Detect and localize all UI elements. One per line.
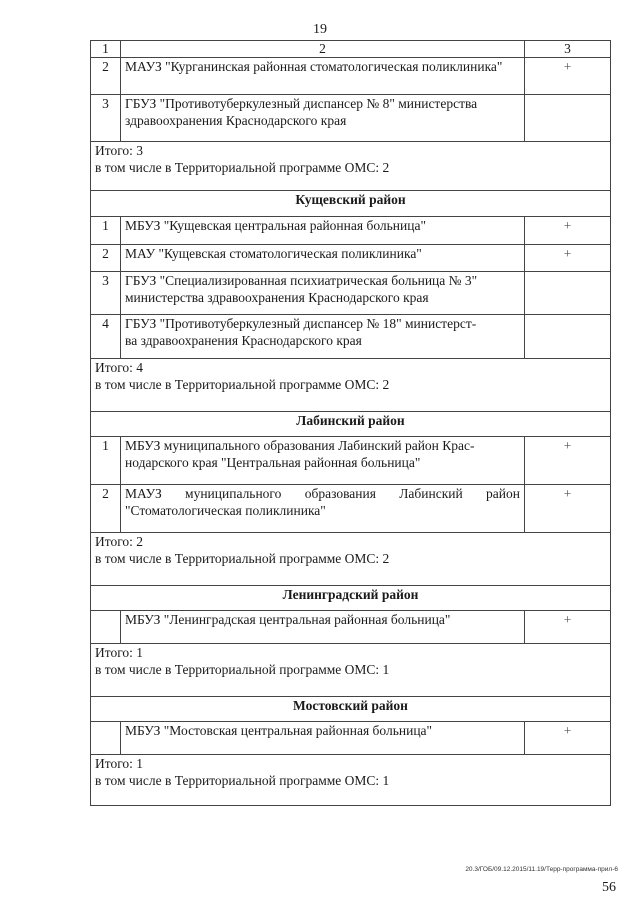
total-count: Итого: 1 xyxy=(95,756,144,771)
column-header-1: 1 xyxy=(91,41,121,58)
total-row xyxy=(91,755,611,806)
organization-name-line: "Стоматологическая поликлиника" xyxy=(125,503,326,518)
row-number xyxy=(91,722,121,755)
organization-name xyxy=(121,95,525,142)
total-count: Итого: 1 xyxy=(95,645,144,660)
total-row xyxy=(91,533,611,586)
table-row xyxy=(91,611,611,644)
district-row xyxy=(91,586,611,611)
organization-name-line: ГБУЗ "Противотуберкулезный диспансер № 18" министерст- xyxy=(125,316,477,331)
district-name: Ленинградский район xyxy=(91,586,611,611)
table-row xyxy=(91,217,611,245)
total-row xyxy=(91,644,611,697)
row-number: 2 xyxy=(91,58,121,95)
row-number: 2 xyxy=(91,485,121,533)
oms-mark xyxy=(525,315,611,359)
organization-name-line: ва здравоохранения Краснодарского края xyxy=(125,333,362,348)
organization-name: МАУЗ "Курганинская районная стоматологическая поликлиника" xyxy=(121,58,525,95)
row-number: 1 xyxy=(91,437,121,485)
district-name: Лабинский район xyxy=(91,412,611,437)
organization-name xyxy=(121,315,525,359)
organization-name: МБУЗ "Кущевская центральная районная больница" xyxy=(121,217,525,245)
oms-mark xyxy=(525,272,611,315)
table-row xyxy=(91,58,611,95)
total-oms-count: в том числе в Территориальной программе ОМС: 2 xyxy=(95,160,390,175)
organization-name-line: ГБУЗ "Противотуберкулезный диспансер № 8" министерства xyxy=(125,96,478,111)
oms-mark xyxy=(525,95,611,142)
column-header-2: 2 xyxy=(121,41,525,58)
document-footer-code: 20.3/ГОБ/09.12.2015/11.19/Терр-программа-прил-6 xyxy=(465,866,618,873)
row-number: 3 xyxy=(91,95,121,142)
organization-name-line: МАУЗ муниципального образования Лабинский район xyxy=(125,486,520,501)
total-oms-count: в том числе в Территориальной программе ОМС: 2 xyxy=(95,551,390,566)
oms-mark: + xyxy=(525,217,611,245)
table-row xyxy=(91,722,611,755)
row-number xyxy=(91,611,121,644)
organization-name-line: здравоохранения Краснодарского края xyxy=(125,113,347,128)
organization-name-line: нодарского края "Центральная районная больница" xyxy=(125,455,421,470)
oms-mark: + xyxy=(525,437,611,485)
table-row xyxy=(91,272,611,315)
table-row xyxy=(91,315,611,359)
column-header-3: 3 xyxy=(525,41,611,58)
oms-mark: + xyxy=(525,245,611,272)
total-count: Итого: 3 xyxy=(95,143,144,158)
district-name: Мостовский район xyxy=(91,697,611,722)
organization-name xyxy=(121,485,525,533)
total-row xyxy=(91,359,611,412)
organization-name: МАУ "Кущевская стоматологическая поликлиника" xyxy=(121,245,525,272)
row-number: 2 xyxy=(91,245,121,272)
medical-organizations-table xyxy=(90,40,611,806)
organization-name: МБУЗ "Мостовская центральная районная больница" xyxy=(121,722,525,755)
district-row xyxy=(91,412,611,437)
organization-name: МБУЗ "Ленинградская центральная районная больница" xyxy=(121,611,525,644)
column-header-row xyxy=(91,41,611,58)
district-row xyxy=(91,191,611,217)
organization-name-line: ГБУЗ "Специализированная психиатрическая больница № 3" xyxy=(125,273,478,288)
table-row xyxy=(91,437,611,485)
page-number-bottom: 56 xyxy=(602,880,616,895)
table-row xyxy=(91,95,611,142)
total-oms-count: в том числе в Территориальной программе ОМС: 2 xyxy=(95,377,390,392)
organization-name-line: МБУЗ муниципального образования Лабинский район Крас- xyxy=(125,438,475,453)
total-oms-count: в том числе в Территориальной программе ОМС: 1 xyxy=(95,662,390,677)
oms-mark: + xyxy=(525,485,611,533)
row-number: 1 xyxy=(91,217,121,245)
row-number: 4 xyxy=(91,315,121,359)
total-row xyxy=(91,142,611,191)
oms-mark: + xyxy=(525,58,611,95)
row-number: 3 xyxy=(91,272,121,315)
total-count: Итого: 2 xyxy=(95,534,144,549)
district-name: Кущевский район xyxy=(91,191,611,217)
page-number-top: 19 xyxy=(313,22,327,37)
table-row xyxy=(91,245,611,272)
total-count: Итого: 4 xyxy=(95,360,144,375)
table-row xyxy=(91,485,611,533)
oms-mark: + xyxy=(525,722,611,755)
total-oms-count: в том числе в Территориальной программе ОМС: 1 xyxy=(95,773,390,788)
organization-name-line: министерства здравоохранения Краснодарского края xyxy=(125,290,429,305)
organization-name xyxy=(121,437,525,485)
district-row xyxy=(91,697,611,722)
organization-name xyxy=(121,272,525,315)
oms-mark: + xyxy=(525,611,611,644)
